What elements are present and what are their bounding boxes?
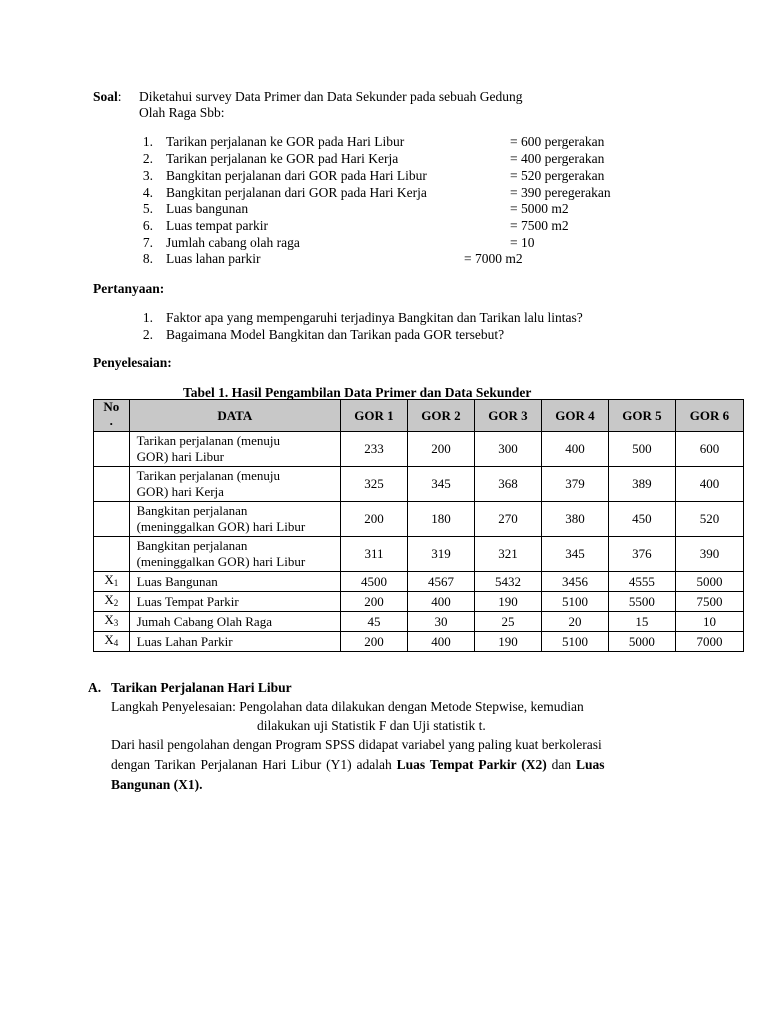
cell-value: 400	[407, 632, 474, 652]
soal-item	[0, 168, 768, 184]
soal-item-value: = 10	[510, 235, 535, 250]
cell-value: 400	[407, 592, 474, 612]
soal-heading	[93, 89, 122, 105]
cell-value: 7000	[675, 632, 743, 652]
row-no-sub: 4	[113, 638, 119, 648]
row-no-var: X	[104, 632, 114, 647]
list-number: 1.	[142, 310, 153, 325]
table-row	[94, 572, 744, 592]
soal-item-value: = 5000 m2	[510, 201, 569, 216]
section-a-letter: A.	[88, 680, 102, 695]
list-number: 6.	[142, 218, 153, 233]
row-no-sub: 2	[113, 598, 119, 608]
soal-item-text: Tarikan perjalanan ke GOR pad Hari Kerja	[166, 151, 399, 166]
section-a-title: Tarikan Perjalanan Hari Libur	[111, 680, 292, 695]
row-label: Jumah Cabang Olah Raga	[129, 612, 340, 632]
table-row	[94, 537, 744, 572]
header-gor-5: GOR 5	[608, 400, 675, 432]
soal-item-value: = 7500 m2	[510, 218, 569, 233]
soal-item-value: = 7000 m2	[464, 251, 523, 266]
cell-value: 5500	[608, 592, 675, 612]
table-row	[94, 632, 744, 652]
cell-value: 15	[608, 612, 675, 632]
cell-value: 200	[341, 592, 408, 612]
cell-value: 520	[675, 502, 743, 537]
pertanyaan-item-text: Faktor apa yang mempengaruhi terjadinya Bangkitan dan Tarikan lalu lintas?	[166, 310, 583, 325]
cell-value: 5100	[541, 592, 608, 612]
soal-item-value: = 400 pergerakan	[510, 151, 605, 166]
row-no-var: X	[104, 572, 114, 587]
soal-item	[0, 151, 768, 167]
penyelesaian-heading: Penyelesaian:	[93, 355, 172, 370]
table-row	[94, 467, 744, 502]
soal-item	[0, 251, 768, 267]
cell-value: 380	[541, 502, 608, 537]
header-no-line2: .	[109, 413, 113, 428]
row-label-line1: Tarikan perjalanan (menuju	[136, 468, 281, 483]
section-a-line4-mid: dan	[546, 757, 576, 772]
section-a-line3: Dari hasil pengolahan dengan Program SPSS didapat variabel yang paling kuat berkolerasi	[111, 737, 602, 752]
list-number: 3.	[142, 168, 153, 183]
row-no	[94, 467, 130, 502]
highlight-x1-part1: Luas	[575, 757, 605, 772]
row-label-line2: (meninggalkan GOR) hari Libur	[136, 519, 306, 534]
row-no	[94, 502, 130, 537]
cell-value: 45	[341, 612, 408, 632]
cell-value: 10	[675, 612, 743, 632]
row-label	[129, 467, 340, 502]
header-gor-3: GOR 3	[474, 400, 541, 432]
row-no-var: X	[104, 612, 114, 627]
cell-value: 4555	[608, 572, 675, 592]
list-number: 5.	[142, 201, 153, 216]
row-no-sub: 1	[113, 578, 119, 588]
cell-value: 20	[541, 612, 608, 632]
row-label: Luas Lahan Parkir	[129, 632, 340, 652]
data-table	[93, 399, 744, 652]
soal-item	[0, 185, 768, 201]
table-caption: Tabel 1. Hasil Pengambilan Data Primer dan Data Sekunder	[183, 385, 532, 400]
cell-value: 5000	[608, 632, 675, 652]
header-gor-1: GOR 1	[341, 400, 408, 432]
row-label-line1: Tarikan perjalanan (menuju	[136, 433, 281, 448]
section-a-line4-pre: dengan Tarikan Perjalanan Hari Libur (Y1) adalah	[111, 757, 397, 772]
soal-item	[0, 218, 768, 234]
highlight-x1-part2: Bangunan (X1).	[111, 777, 203, 792]
row-no	[94, 432, 130, 467]
list-number: 8.	[142, 251, 153, 266]
cell-value: 319	[407, 537, 474, 572]
list-number: 7.	[142, 235, 153, 250]
cell-value: 190	[474, 632, 541, 652]
row-no	[94, 537, 130, 572]
soal-item	[0, 235, 768, 251]
cell-value: 376	[608, 537, 675, 572]
table-row	[94, 432, 744, 467]
soal-label: Soal	[93, 89, 118, 104]
cell-value: 389	[608, 467, 675, 502]
section-a-line4	[111, 757, 605, 773]
list-number: 4.	[142, 185, 153, 200]
soal-item-value: = 390 peregerakan	[510, 185, 611, 200]
soal-item-value: = 520 pergerakan	[510, 168, 605, 183]
row-no	[94, 592, 130, 612]
cell-value: 233	[341, 432, 408, 467]
table-row	[94, 502, 744, 537]
cell-value: 200	[341, 632, 408, 652]
row-no-var: X	[104, 592, 114, 607]
cell-value: 180	[407, 502, 474, 537]
header-gor-2: GOR 2	[407, 400, 474, 432]
pertanyaan-item-text: Bagaimana Model Bangkitan dan Tarikan pada GOR tersebut?	[166, 327, 505, 342]
soal-item-text: Tarikan perjalanan ke GOR pada Hari Libur	[166, 134, 405, 149]
row-label-line1: Bangkitan perjalanan	[136, 538, 248, 553]
header-gor-4: GOR 4	[541, 400, 608, 432]
row-no	[94, 632, 130, 652]
table-row	[94, 592, 744, 612]
soal-item-text: Luas bangunan	[166, 201, 249, 216]
cell-value: 190	[474, 592, 541, 612]
soal-item	[0, 134, 768, 150]
soal-item-value: = 600 pergerakan	[510, 134, 605, 149]
soal-item-text: Luas tempat parkir	[166, 218, 268, 233]
cell-value: 5100	[541, 632, 608, 652]
row-label-line2: (meninggalkan GOR) hari Libur	[136, 554, 306, 569]
cell-value: 200	[407, 432, 474, 467]
row-no-sub: 3	[113, 618, 119, 628]
section-a-line1: Langkah Penyelesaian: Pengolahan data dilakukan dengan Metode Stepwise, kemudian	[111, 699, 584, 714]
cell-value: 321	[474, 537, 541, 572]
header-gor-6: GOR 6	[675, 400, 743, 432]
pertanyaan-item	[0, 310, 768, 326]
cell-value: 270	[474, 502, 541, 537]
soal-colon: :	[117, 89, 122, 104]
row-label: Luas Bangunan	[129, 572, 340, 592]
highlight-x2: Luas Tempat Parkir (X2)	[396, 757, 547, 772]
cell-value: 390	[675, 537, 743, 572]
section-a-line2: dilakukan uji Statistik F dan Uji statistik t.	[257, 718, 486, 733]
soal-intro-line2: Olah Raga Sbb:	[139, 105, 225, 120]
soal-item-text: Bangkitan perjalanan dari GOR pada Hari Kerja	[166, 185, 427, 200]
row-label-line2: GOR) hari Libur	[136, 449, 224, 464]
soal-intro-line1: Diketahui survey Data Primer dan Data Sekunder pada sebuah Gedung	[139, 89, 523, 104]
cell-value: 345	[407, 467, 474, 502]
header-no-line1: No	[103, 399, 120, 414]
cell-value: 368	[474, 467, 541, 502]
row-label-line1: Bangkitan perjalanan	[136, 503, 248, 518]
pertanyaan-heading: Pertanyaan:	[93, 281, 165, 296]
cell-value: 345	[541, 537, 608, 572]
row-label	[129, 502, 340, 537]
soal-item	[0, 201, 768, 217]
cell-value: 300	[474, 432, 541, 467]
list-number: 2.	[142, 151, 153, 166]
row-label	[129, 432, 340, 467]
cell-value: 325	[341, 467, 408, 502]
row-label-line2: GOR) hari Kerja	[136, 484, 224, 499]
cell-value: 30	[407, 612, 474, 632]
cell-value: 5432	[474, 572, 541, 592]
row-no	[94, 612, 130, 632]
cell-value: 4567	[407, 572, 474, 592]
cell-value: 4500	[341, 572, 408, 592]
list-number: 2.	[142, 327, 153, 342]
cell-value: 400	[541, 432, 608, 467]
row-label	[129, 537, 340, 572]
cell-value: 25	[474, 612, 541, 632]
table-header-row	[94, 400, 744, 432]
list-number: 1.	[142, 134, 153, 149]
soal-item-text: Luas lahan parkir	[166, 251, 261, 266]
row-no	[94, 572, 130, 592]
cell-value: 3456	[541, 572, 608, 592]
soal-item-text: Jumlah cabang olah raga	[166, 235, 300, 250]
table-row	[94, 612, 744, 632]
header-no	[94, 400, 130, 432]
header-data: DATA	[129, 400, 340, 432]
pertanyaan-item	[0, 327, 768, 343]
cell-value: 311	[341, 537, 408, 572]
cell-value: 200	[341, 502, 408, 537]
cell-value: 7500	[675, 592, 743, 612]
cell-value: 379	[541, 467, 608, 502]
cell-value: 5000	[675, 572, 743, 592]
cell-value: 600	[675, 432, 743, 467]
cell-value: 500	[608, 432, 675, 467]
cell-value: 450	[608, 502, 675, 537]
soal-item-text: Bangkitan perjalanan dari GOR pada Hari Libur	[166, 168, 427, 183]
row-label: Luas Tempat Parkir	[129, 592, 340, 612]
cell-value: 400	[675, 467, 743, 502]
